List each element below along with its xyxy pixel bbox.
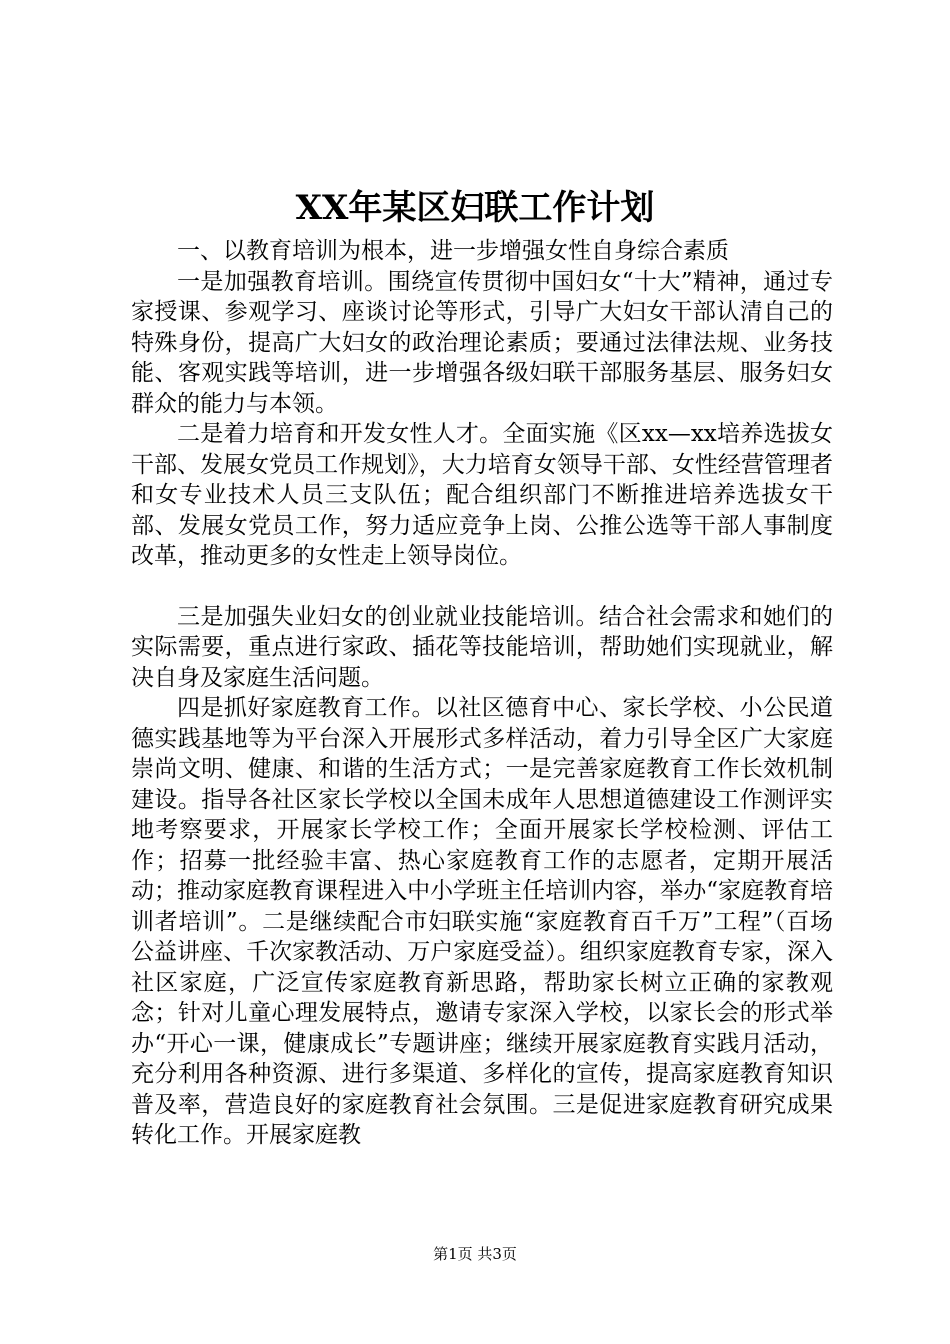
section-heading: 一、以教育培训为根本，进一步增强女性自身综合素质: [177, 238, 729, 264]
paragraph: 四是抓好家庭教育工作。以社区德育中心、家长学校、小公民道德实践基地等为平台深入开展形式多样活动，着力引导全区广大家庭崇尚文明、健康、和谐的生活方式；一是完善家庭教育工作长效机制建设。指导各社区家长学校以全国未成年人思想道德建设工作测评实地考察要求，开展家长学校工作；全面开展家长学校检测、评估工作；招募一批经验丰富、热心家庭教育工作的志愿者，定期开展活动；推动家庭教育课程进入中小学班主任培训内容，举办“家庭教育培训者培训”。二是继续配合市妇联实施“家庭教育百千万”工程”（百场公益讲座、千次家教活动、万户家庭受益）。组织家庭教育专家，深入社区家庭，广泛宣传家庭教育新思路，帮助家长树立正确的家教观念；针对儿童心理发展特点，邀请专家深入学校，以家长会的形式举办“开心一课，健康成长”专题讲座；继续开展家庭教育实践月活动，充分利用各种资源、进行多渠道、多样化的宣传，提高家庭教育知识普及率，营造良好的家庭教育社会氛围。三是促进家庭教育研究成果转化工作。开展家庭教: [131, 695, 833, 1148]
document-title: XX年某区妇联工作计划: [295, 188, 655, 228]
page-footer: 第1页 共3页: [433, 1245, 517, 1263]
document-body: [131, 236, 833, 1151]
paragraph: 一是加强教育培训。围绕宣传贯彻中国妇女“十大”精神，通过专家授课、参观学习、座谈讨论等形式，引导广大妇女干部认清自己的特殊身份，提高广大妇女的政治理论素质；要通过法律法规、业务技能、客观实践等培训，进一步增强各级妇联干部服务基层、服务妇女群众的能力与本领。: [131, 268, 833, 417]
paragraph: 三是加强失业妇女的创业就业技能培训。结合社会需求和她们的实际需要，重点进行家政、插花等技能培训，帮助她们实现就业，解决自身及家庭生活问题。: [131, 603, 833, 691]
paragraph: 二是着力培育和开发女性人才。全面实施《区xx—xx培养选拔女干部、发展女党员工作规划》，大力培育女领导干部、女性经营管理者和女专业技术人员三支队伍；配合组织部门不断推进培养选拔女干部、发展女党员工作，努力适应竞争上岗、公推公选等干部人事制度改革，推动更多的女性走上领导岗位。: [131, 421, 833, 569]
